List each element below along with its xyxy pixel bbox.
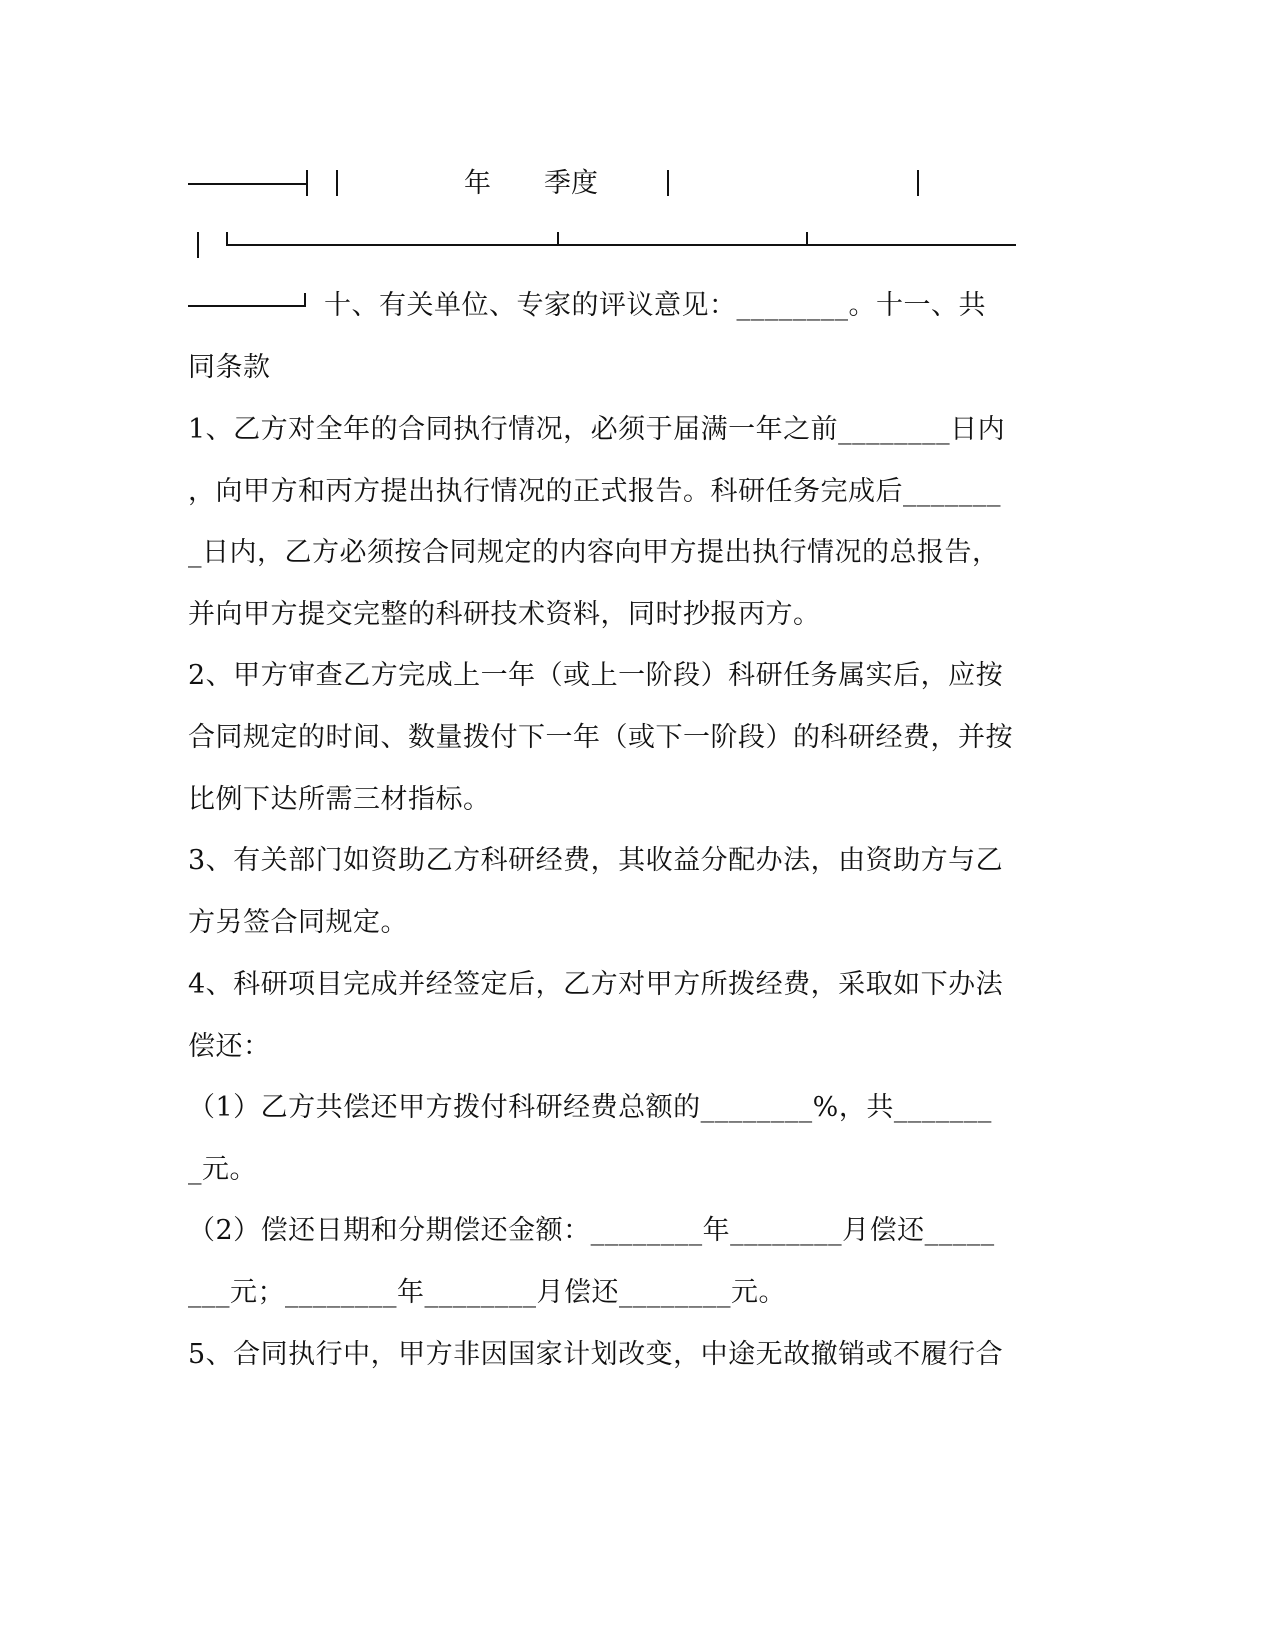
table-border-top-left (188, 183, 306, 185)
clause-11-heading: 同条款 (188, 352, 271, 383)
table-border-end (188, 305, 306, 307)
table-border-vertical (667, 170, 669, 196)
clause-4-item-2-line-2: ___元；________年________月偿还________元。 (188, 1277, 786, 1308)
clause-1-line-2: ，向甲方和丙方提出执行情况的正式报告。科研任务完成后_______ (188, 476, 1001, 507)
table-year-label: 年 (464, 168, 491, 199)
clause-2-line-3: 比例下达所需三材指标。 (188, 784, 491, 815)
table-border-bottom (226, 244, 1016, 246)
table-border-vertical (336, 170, 338, 196)
table-border-vertical (917, 170, 919, 196)
clause-4-line-2: 偿还： (188, 1031, 271, 1062)
clause-4-line-1: 4、科研项目完成并经签定后，乙方对甲方所拨经费，采取如下办法 (188, 969, 1004, 1000)
table-border-vertical (197, 232, 199, 258)
table-border-end-corner (304, 293, 306, 307)
clause-1-line-4: 并向甲方提交完整的科研技术资料，同时抄报丙方。 (188, 599, 821, 630)
clause-5-line-1: 5、合同执行中，甲方非因国家计划改变，中途无故撤销或不履行合 (188, 1339, 1004, 1370)
clause-4-item-1-line-2: _元。 (188, 1154, 257, 1185)
table-quarter-label: 季度 (544, 168, 598, 199)
clause-1-line-3: _日内，乙方必须按合同规定的内容向甲方提出执行情况的总报告， (188, 537, 1000, 568)
table-border-vertical (306, 170, 308, 196)
clause-4-item-1-line-1: （1）乙方共偿还甲方拨付科研经费总额的________%，共_______ (188, 1092, 992, 1123)
table-border-tick (806, 232, 808, 246)
clause-2-line-1: 2、甲方审查乙方完成上一年（或上一阶段）科研任务属实后，应按 (188, 660, 1004, 691)
clause-4-item-2-line-1: （2）偿还日期和分期偿还金额：________年________月偿还_____ (188, 1215, 995, 1246)
clause-3-line-2: 方另签合同规定。 (188, 907, 408, 938)
clause-1-line-1: 1、乙方对全年的合同执行情况，必须于届满一年之前________日内 (188, 414, 1006, 445)
table-border-tick (557, 232, 559, 246)
clause-2-line-2: 合同规定的时间、数量拨付下一年（或下一阶段）的科研经费，并按 (188, 722, 1013, 753)
clause-10-text: 十、有关单位、专家的评议意见：________。十一、共 (324, 290, 986, 321)
clause-3-line-1: 3、有关部门如资助乙方科研经费，其收益分配办法，由资助方与乙 (188, 845, 1004, 876)
